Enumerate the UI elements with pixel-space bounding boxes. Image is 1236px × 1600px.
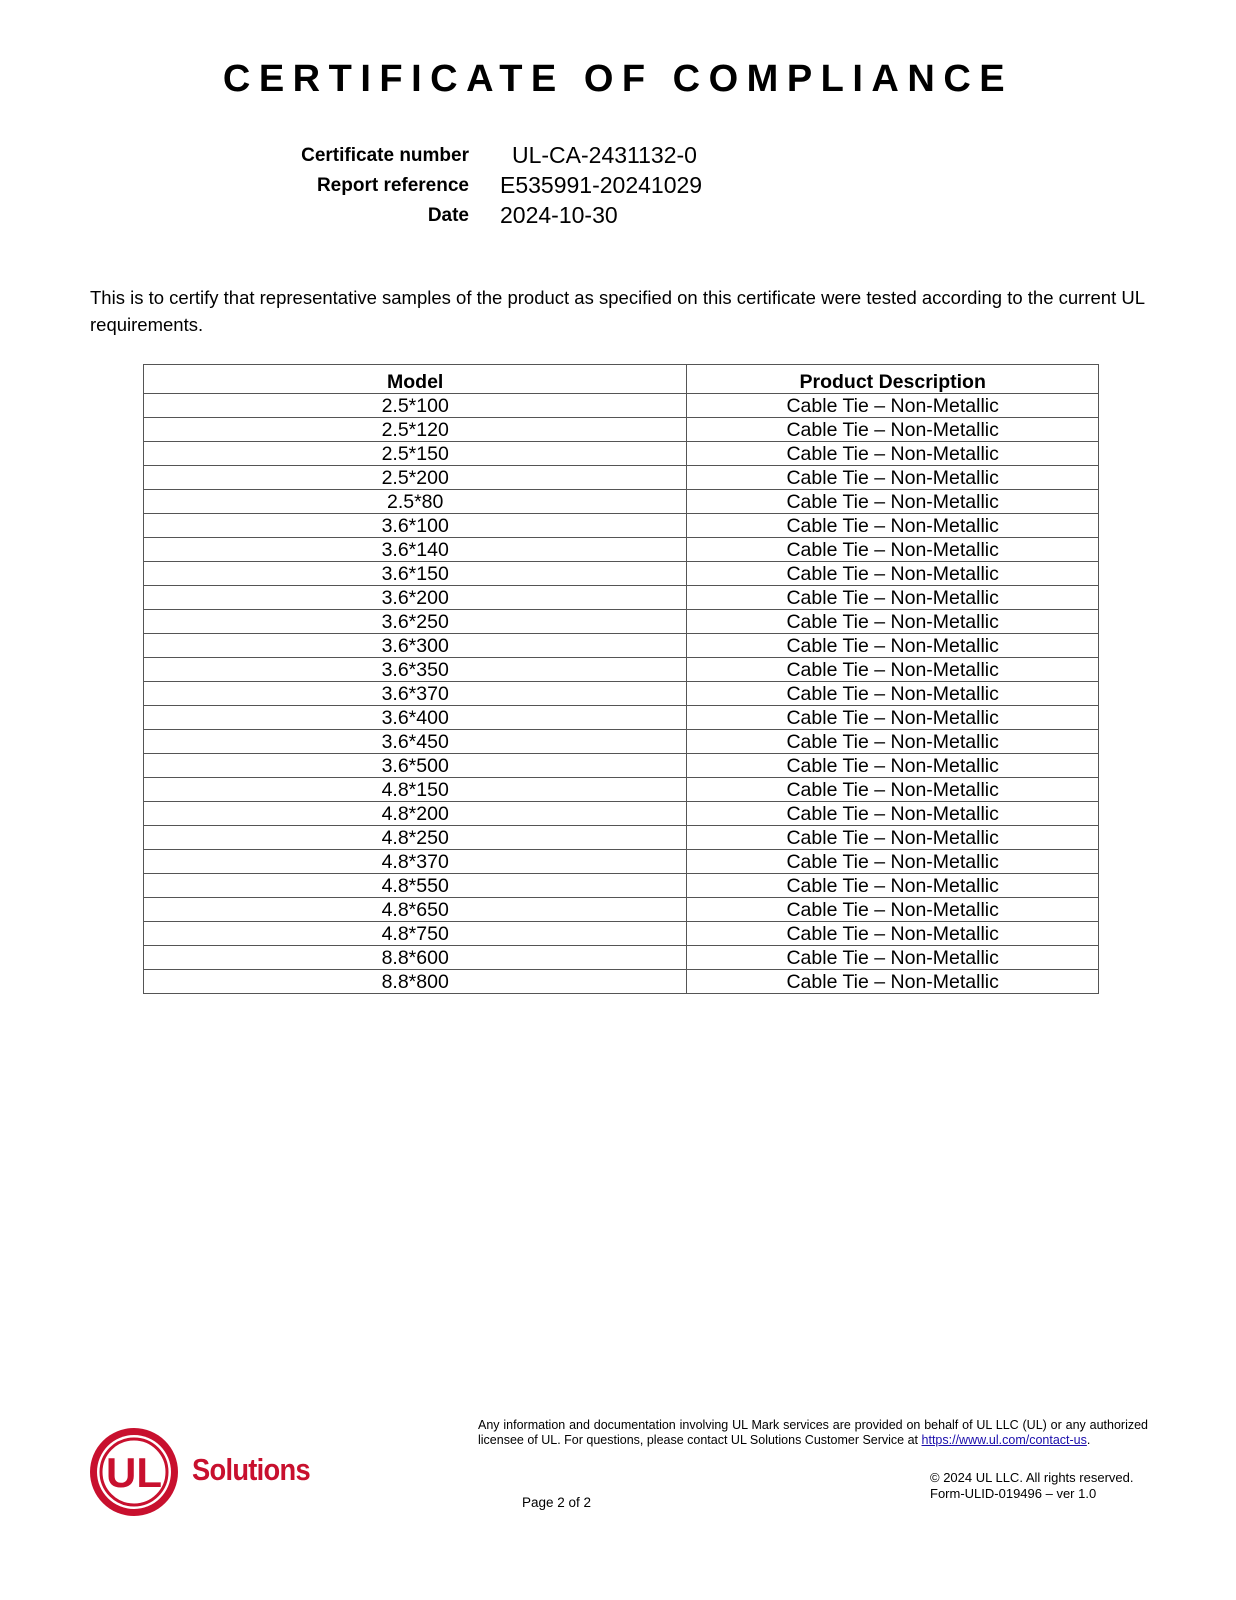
model-cell: 8.8*600 [144, 946, 687, 970]
model-cell: 3.6*150 [144, 562, 687, 586]
model-cell: 2.5*120 [144, 418, 687, 442]
report-reference-row [0, 172, 1236, 202]
ul-logo-mark: UL [106, 1449, 162, 1496]
model-cell: 3.6*400 [144, 706, 687, 730]
description-cell: Cable Tie – Non-Metallic [687, 922, 1099, 946]
table-row [144, 730, 1099, 754]
table-row [144, 442, 1099, 466]
description-cell: Cable Tie – Non-Metallic [687, 418, 1099, 442]
description-cell: Cable Tie – Non-Metallic [687, 946, 1099, 970]
model-cell: 4.8*550 [144, 874, 687, 898]
table-row [144, 466, 1099, 490]
model-cell: 4.8*650 [144, 898, 687, 922]
copyright-text: © 2024 UL LLC. All rights reserved. [930, 1470, 1134, 1485]
table-row [144, 418, 1099, 442]
certification-statement: This is to certify that representative samples of the product as specified on this certificate were tested according to the current UL requirements. [90, 287, 1145, 335]
table-row [144, 778, 1099, 802]
model-cell: 3.6*450 [144, 730, 687, 754]
table-row [144, 610, 1099, 634]
model-cell: 8.8*800 [144, 970, 687, 994]
model-cell: 3.6*200 [144, 586, 687, 610]
disclaimer-text: Any information and documentation involving UL Mark services are provided on behalf of UL LLC (UL) or any authorized licensee of UL. For questions, please contact UL Solutions Customer Service at [478, 1418, 1148, 1447]
certificate-number-row [0, 142, 1236, 172]
certificate-number-value: UL-CA-2431132-0 [512, 142, 697, 168]
description-cell: Cable Tie – Non-Metallic [687, 442, 1099, 466]
model-cell: 2.5*150 [144, 442, 687, 466]
table-row [144, 706, 1099, 730]
table-row [144, 538, 1099, 562]
model-cell: 4.8*250 [144, 826, 687, 850]
table-row [144, 754, 1099, 778]
table-row [144, 898, 1099, 922]
description-cell: Cable Tie – Non-Metallic [687, 634, 1099, 658]
model-cell: 4.8*370 [144, 850, 687, 874]
contact-link[interactable]: https://www.ul.com/contact-us [921, 1433, 1087, 1447]
description-cell: Cable Tie – Non-Metallic [687, 610, 1099, 634]
date-label: Date [427, 205, 469, 226]
form-id: Form-ULID-019496 – ver 1.0 [930, 1486, 1097, 1501]
description-cell: Cable Tie – Non-Metallic [687, 490, 1099, 514]
model-cell: 3.6*300 [144, 634, 687, 658]
table-row [144, 634, 1099, 658]
model-cell: 4.8*750 [144, 922, 687, 946]
table-row [144, 922, 1099, 946]
table-row [144, 490, 1099, 514]
model-cell: 3.6*500 [144, 754, 687, 778]
table-body [144, 394, 1099, 994]
description-cell: Cable Tie – Non-Metallic [687, 754, 1099, 778]
description-cell: Cable Tie – Non-Metallic [687, 538, 1099, 562]
table-row [144, 850, 1099, 874]
date-row [0, 202, 1236, 232]
description-cell: Cable Tie – Non-Metallic [687, 850, 1099, 874]
model-cell: 3.6*100 [144, 514, 687, 538]
table-row [144, 802, 1099, 826]
model-cell: 3.6*250 [144, 610, 687, 634]
table-row [144, 394, 1099, 418]
table-row [144, 562, 1099, 586]
date-value: 2024-10-30 [500, 202, 618, 228]
table-row [144, 970, 1099, 994]
model-cell: 4.8*200 [144, 802, 687, 826]
description-cell: Cable Tie – Non-Metallic [687, 970, 1099, 994]
description-cell: Cable Tie – Non-Metallic [687, 514, 1099, 538]
table-row [144, 514, 1099, 538]
description-cell: Cable Tie – Non-Metallic [687, 730, 1099, 754]
page-number: Page 2 of 2 [522, 1495, 592, 1510]
model-cell: 2.5*100 [144, 394, 687, 418]
description-cell: Cable Tie – Non-Metallic [687, 682, 1099, 706]
model-cell: 2.5*200 [144, 466, 687, 490]
description-cell: Cable Tie – Non-Metallic [687, 658, 1099, 682]
model-cell: 3.6*370 [144, 682, 687, 706]
table-row [144, 586, 1099, 610]
footer-disclaimer: Any information and documentation involving UL Mark services are provided on behalf of UL LLC (UL) or any authorized licensee of UL. For questions, please contact UL Solutions Customer Service at https://www.ul.com/contact-us. [478, 1418, 1148, 1447]
description-cell: Cable Tie – Non-Metallic [687, 826, 1099, 850]
description-cell: Cable Tie – Non-Metallic [687, 562, 1099, 586]
description-cell: Cable Tie – Non-Metallic [687, 874, 1099, 898]
table-row [144, 946, 1099, 970]
description-cell: Cable Tie – Non-Metallic [687, 586, 1099, 610]
model-table [143, 364, 1099, 994]
description-cell: Cable Tie – Non-Metallic [687, 898, 1099, 922]
model-cell: 3.6*350 [144, 658, 687, 682]
model-cell: 4.8*150 [144, 778, 687, 802]
column-header-model: Model [144, 365, 687, 394]
column-header-description: Product Description [687, 365, 1099, 394]
certificate-number-label: Certificate number [301, 145, 469, 166]
certificate-title: CERTIFICATE OF COMPLIANCE [222, 58, 1014, 100]
table-row [144, 658, 1099, 682]
table-row [144, 826, 1099, 850]
table-row [144, 682, 1099, 706]
description-cell: Cable Tie – Non-Metallic [687, 706, 1099, 730]
model-cell: 3.6*140 [144, 538, 687, 562]
table-header-row [144, 365, 1099, 394]
model-cell: 2.5*80 [144, 490, 687, 514]
description-cell: Cable Tie – Non-Metallic [687, 802, 1099, 826]
report-reference-label: Report reference [316, 175, 469, 196]
description-cell: Cable Tie – Non-Metallic [687, 778, 1099, 802]
report-reference-value: E535991-20241029 [500, 172, 703, 198]
table-row [144, 874, 1099, 898]
description-cell: Cable Tie – Non-Metallic [687, 394, 1099, 418]
copyright-block [930, 1470, 1133, 1502]
logo-wordmark: Solutions [192, 1452, 310, 1487]
description-cell: Cable Tie – Non-Metallic [687, 466, 1099, 490]
